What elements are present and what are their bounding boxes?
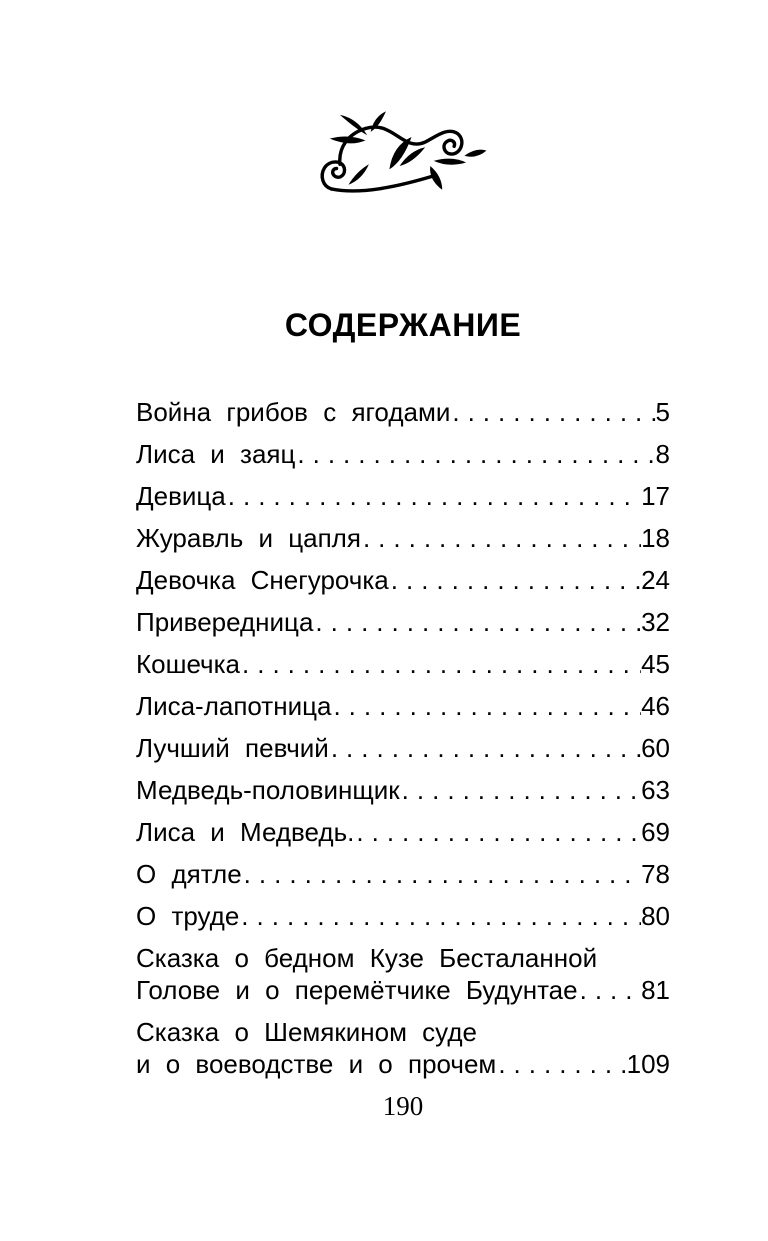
dot-leader bbox=[496, 1048, 626, 1080]
toc-entry bbox=[136, 816, 670, 848]
toc-entry bbox=[136, 858, 670, 890]
toc-entry-lastline bbox=[136, 438, 670, 470]
toc-entry-text: Сказка о Шемякином суде bbox=[136, 1017, 477, 1047]
toc-entry-lastline bbox=[136, 564, 670, 596]
toc-page-number: 17 bbox=[641, 481, 670, 511]
toc-entry bbox=[136, 564, 670, 596]
toc-page-number: 109 bbox=[626, 1049, 670, 1079]
toc-entry-text: Медведь-половинщик bbox=[136, 775, 400, 805]
toc-page-number: 5 bbox=[655, 397, 670, 427]
dot-leader bbox=[313, 606, 641, 638]
toc-entry bbox=[136, 900, 670, 932]
dot-leader bbox=[239, 900, 641, 932]
toc-entry bbox=[136, 648, 670, 680]
toc-entry-text: Лиса и Медведь. bbox=[136, 817, 355, 847]
toc-entry bbox=[136, 690, 670, 722]
dot-leader bbox=[354, 816, 641, 848]
toc-entry-text: Лиса и заяц bbox=[136, 439, 296, 469]
toc-entry-lastline bbox=[136, 774, 670, 806]
toc-entry-text: Привередница bbox=[136, 607, 314, 637]
toc-entry-text: О дятле bbox=[136, 859, 242, 889]
dot-leader bbox=[329, 732, 641, 764]
toc-page-number: 45 bbox=[641, 649, 670, 679]
toc-entry-lastline bbox=[136, 1048, 670, 1080]
toc-page-number: 24 bbox=[641, 565, 670, 595]
toc-entry-text: Голове и о перемётчике Будунтае bbox=[136, 975, 578, 1005]
toc-page-number: 18 bbox=[641, 523, 670, 553]
dot-leader bbox=[361, 522, 641, 554]
toc-entry-lastline bbox=[136, 974, 670, 1006]
toc-entry bbox=[136, 606, 670, 638]
toc-entry-text: Девица bbox=[136, 481, 226, 511]
toc-entry-lastline bbox=[136, 648, 670, 680]
toc-entry bbox=[136, 438, 670, 470]
dot-leader bbox=[240, 648, 641, 680]
toc-entry-lastline bbox=[136, 690, 670, 722]
toc-entry-lastline bbox=[136, 858, 670, 890]
dot-leader bbox=[389, 564, 641, 596]
toc-entry-text: Война грибов с ягодами bbox=[136, 397, 451, 427]
toc-page-number: 69 bbox=[641, 817, 670, 847]
dot-leader bbox=[331, 690, 641, 722]
toc-page-number: 80 bbox=[641, 901, 670, 931]
toc-entry-lastline bbox=[136, 606, 670, 638]
toc-entry-text: Лиса-лапотница bbox=[136, 691, 332, 721]
toc-entry-lastline bbox=[136, 900, 670, 932]
contents-title: СОДЕРЖАНИЕ bbox=[284, 307, 522, 343]
dot-leader bbox=[400, 774, 641, 806]
toc-entry-lastline bbox=[136, 522, 670, 554]
toc-entry-lastline bbox=[136, 732, 670, 764]
dot-leader bbox=[226, 480, 641, 512]
toc-entry-text: О труде bbox=[136, 901, 240, 931]
toc-page-number: 8 bbox=[655, 439, 670, 469]
toc-entry-text: Лучший певчий bbox=[136, 733, 329, 763]
table-of-contents bbox=[136, 396, 670, 1080]
toc-entry bbox=[136, 732, 670, 764]
toc-entry bbox=[136, 522, 670, 554]
toc-entry-text: Сказка о бедном Кузе Бесталанной bbox=[136, 943, 598, 973]
toc-page-number: 32 bbox=[641, 607, 670, 637]
toc-entry-text: Кошечка bbox=[136, 649, 241, 679]
toc-entry-text: Журавль и цапля bbox=[136, 523, 361, 553]
toc-entry-text: и о воеводстве и о прочем bbox=[136, 1049, 497, 1079]
toc-entry-text: Девочка Снегурочка bbox=[136, 565, 389, 595]
toc-entry-lastline bbox=[136, 396, 670, 428]
toc-page-number: 46 bbox=[641, 691, 670, 721]
page-number-folio: 190 bbox=[382, 1091, 424, 1121]
dot-leader bbox=[295, 438, 655, 470]
toc-entry bbox=[136, 942, 670, 1006]
toc-entry bbox=[136, 1016, 670, 1080]
toc-page-number: 78 bbox=[641, 859, 670, 889]
toc-entry-lastline bbox=[136, 816, 670, 848]
dot-leader bbox=[242, 858, 641, 890]
toc-entry bbox=[136, 396, 670, 428]
toc-entry-lastline bbox=[136, 480, 670, 512]
dot-leader bbox=[578, 974, 641, 1006]
floral-flourish-icon bbox=[317, 108, 489, 206]
toc-page-number: 60 bbox=[641, 733, 670, 763]
toc-entry bbox=[136, 774, 670, 806]
toc-entry bbox=[136, 480, 670, 512]
toc-page-number: 81 bbox=[641, 975, 670, 1005]
toc-page-number: 63 bbox=[641, 775, 670, 805]
dot-leader bbox=[450, 396, 655, 428]
